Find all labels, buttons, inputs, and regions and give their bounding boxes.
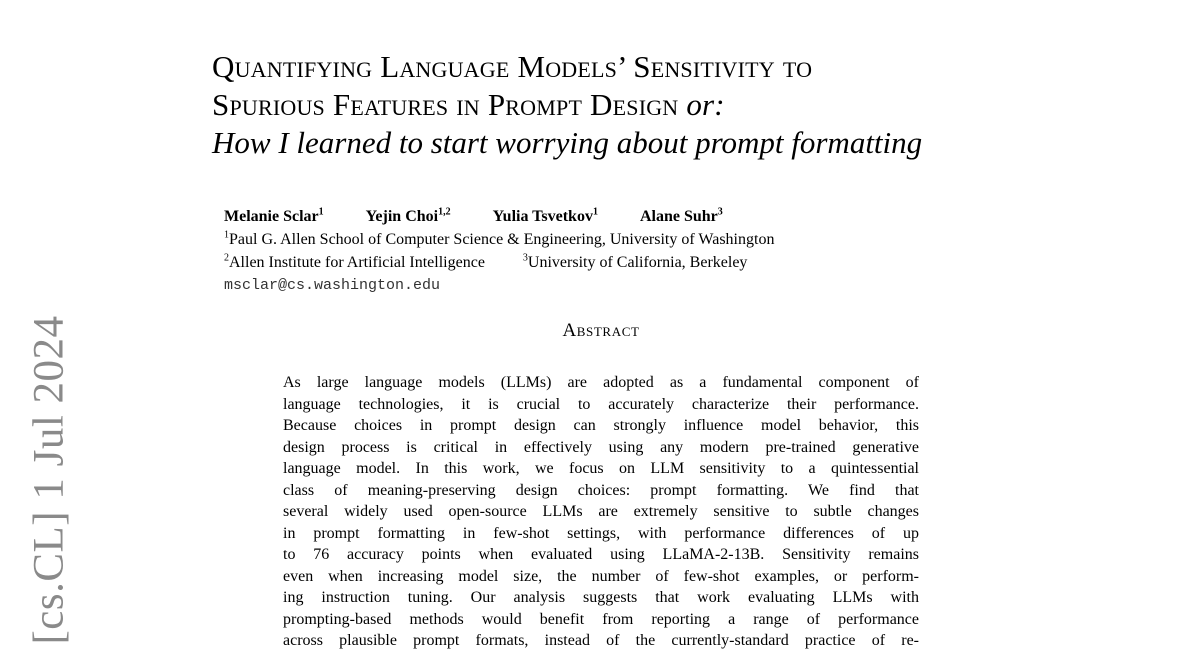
author-name: Yejin Choi — [365, 208, 439, 225]
author-list — [224, 205, 1044, 228]
author-affiliation-mark: 1 — [318, 206, 324, 218]
abstract-line: As large language models (LLMs) are adopted as a fundamental component of — [283, 374, 919, 391]
title-line-3: How I learned to start worrying about prompt formatting — [212, 125, 923, 160]
abstract-line: to 76 accuracy points when evaluated using LLaMA-2-13B. Sensitivity remains — [283, 546, 919, 563]
abstract-heading-text: Abstract — [562, 320, 640, 341]
author-affiliation-mark: 3 — [717, 206, 723, 218]
abstract-line: design process is critical in effectively using any modern pre-trained generative — [283, 438, 919, 456]
abstract-line: class of meaning-preserving design choices: prompt formatting. We find that — [283, 481, 919, 499]
abstract-line: Because choices in prompt design can strongly influence model behavior, this — [283, 417, 919, 434]
affiliation-mark: 3 — [522, 252, 528, 264]
abstract-line: in prompt formatting in few-shot settings, with performance differences of up — [283, 524, 919, 542]
author-block — [224, 205, 1044, 297]
author-name: Yulia Tsvetkov — [492, 208, 593, 225]
affiliation-3 — [523, 251, 748, 274]
author-affiliation-mark: 1 — [592, 206, 598, 218]
title-or: or: — [686, 87, 725, 122]
arxiv-stamp-text: [cs.CL] 1 Jul 2024 — [25, 315, 73, 645]
author-name: Melanie Sclar — [224, 208, 319, 225]
abstract-line: language model. In this work, we focus on LLM sensitivity to a quintessential — [283, 460, 919, 477]
author — [640, 205, 723, 228]
affiliation-text: Paul G. Allen School of Computer Science & Engineering, University of Washington — [229, 231, 775, 248]
affiliation-mark: 1 — [224, 229, 229, 241]
abstract-line: language technologies, it is crucial to accurately characterize their performance. — [283, 395, 919, 413]
title-line-2-main: Spurious Features in Prompt Design — [212, 87, 687, 122]
abstract-heading — [0, 320, 1200, 342]
abstract-line: ing instruction tuning. Our analysis suggests that work evaluating LLMs with — [283, 589, 919, 606]
affiliation-2 — [224, 251, 485, 274]
abstract-line: even when increasing model size, the number of few-shot examples, or perform- — [283, 567, 919, 585]
author — [224, 205, 324, 228]
paper-title — [212, 48, 1032, 162]
author — [366, 205, 451, 228]
affiliation-text: Allen Institute for Artificial Intelligence — [229, 254, 485, 271]
author — [493, 205, 598, 228]
affiliation-2-3 — [224, 251, 1044, 274]
affiliation-text: University of California, Berkeley — [527, 254, 748, 271]
affiliation-mark: 2 — [224, 252, 229, 264]
abstract-line: across plausible prompt formats, instead of the currently-standard practice of re- — [283, 632, 919, 649]
title-line-2 — [212, 86, 1032, 124]
title-line-1: Quantifying Language Models’ Sensitivity to — [212, 49, 813, 84]
author-name: Alane Suhr — [639, 208, 718, 225]
author-email[interactable]: msclar@cs.washington.edu — [224, 277, 441, 294]
abstract-body — [283, 372, 919, 652]
abstract-line: several widely used open-source LLMs are extremely sensitive to subtle changes — [283, 503, 919, 520]
affiliation-1 — [224, 228, 1044, 251]
abstract-line: prompting-based methods would benefit from reporting a range of performance — [283, 610, 919, 628]
author-affiliation-mark: 1,2 — [438, 206, 451, 218]
